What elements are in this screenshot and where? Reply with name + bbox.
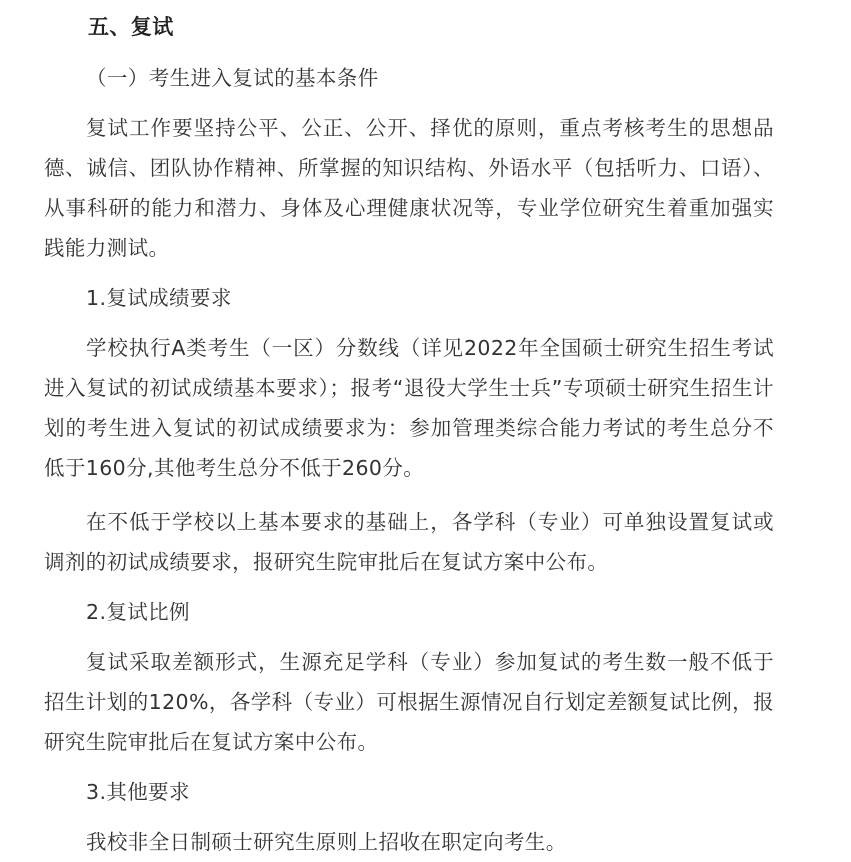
other-requirements-paragraph: 我校非全日制硕士研究生原则上招收在职定向考生。 (86, 830, 567, 854)
intro-paragraph: 复试工作要坚持公平、公正、公开、择优的原则，重点考核考生的思想品德、诚信、团队协作精神、所掌握的知识结构、外语水平（包括听力、口语）、从事科研的能力和潜力、身体及心理健康状况等，专业学位研究生着重加强实践能力测试。 (44, 116, 774, 260)
section-title: 五、复试 (88, 15, 174, 39)
section-subtitle: （一）考生进入复试的基本条件 (86, 66, 379, 90)
ratio-paragraph: 复试采取差额形式，生源充足学科（专业）参加复试的考生数一般不低于招生计划的120%，各学科（专业）可根据生源情况自行划定差额复试比例，报研究生院审批后在复试方案中公布。 (44, 650, 774, 754)
other-requirements-heading: 3.其他要求 (86, 780, 190, 804)
score-requirement-paragraph-2: 在不低于学校以上基本要求的基础上，各学科（专业）可单独设置复试或调剂的初试成绩要求，报研究生院审批后在复试方案中公布。 (44, 510, 774, 574)
score-requirement-heading: 1.复试成绩要求 (86, 286, 232, 310)
score-requirement-paragraph-1: 学校执行A类考生（一区）分数线（详见2022年全国硕士研究生招生考试进入复试的初试成绩基本要求）；报考“退役大学生士兵”专项硕士研究生招生计划的考生进入复试的初试成绩要求为：参加管理类综合能力考试的考生总分不低于160分,其他考生总分不低于260分。 (44, 336, 774, 480)
document-body (44, 0, 774, 862)
ratio-heading: 2.复试比例 (86, 600, 190, 624)
